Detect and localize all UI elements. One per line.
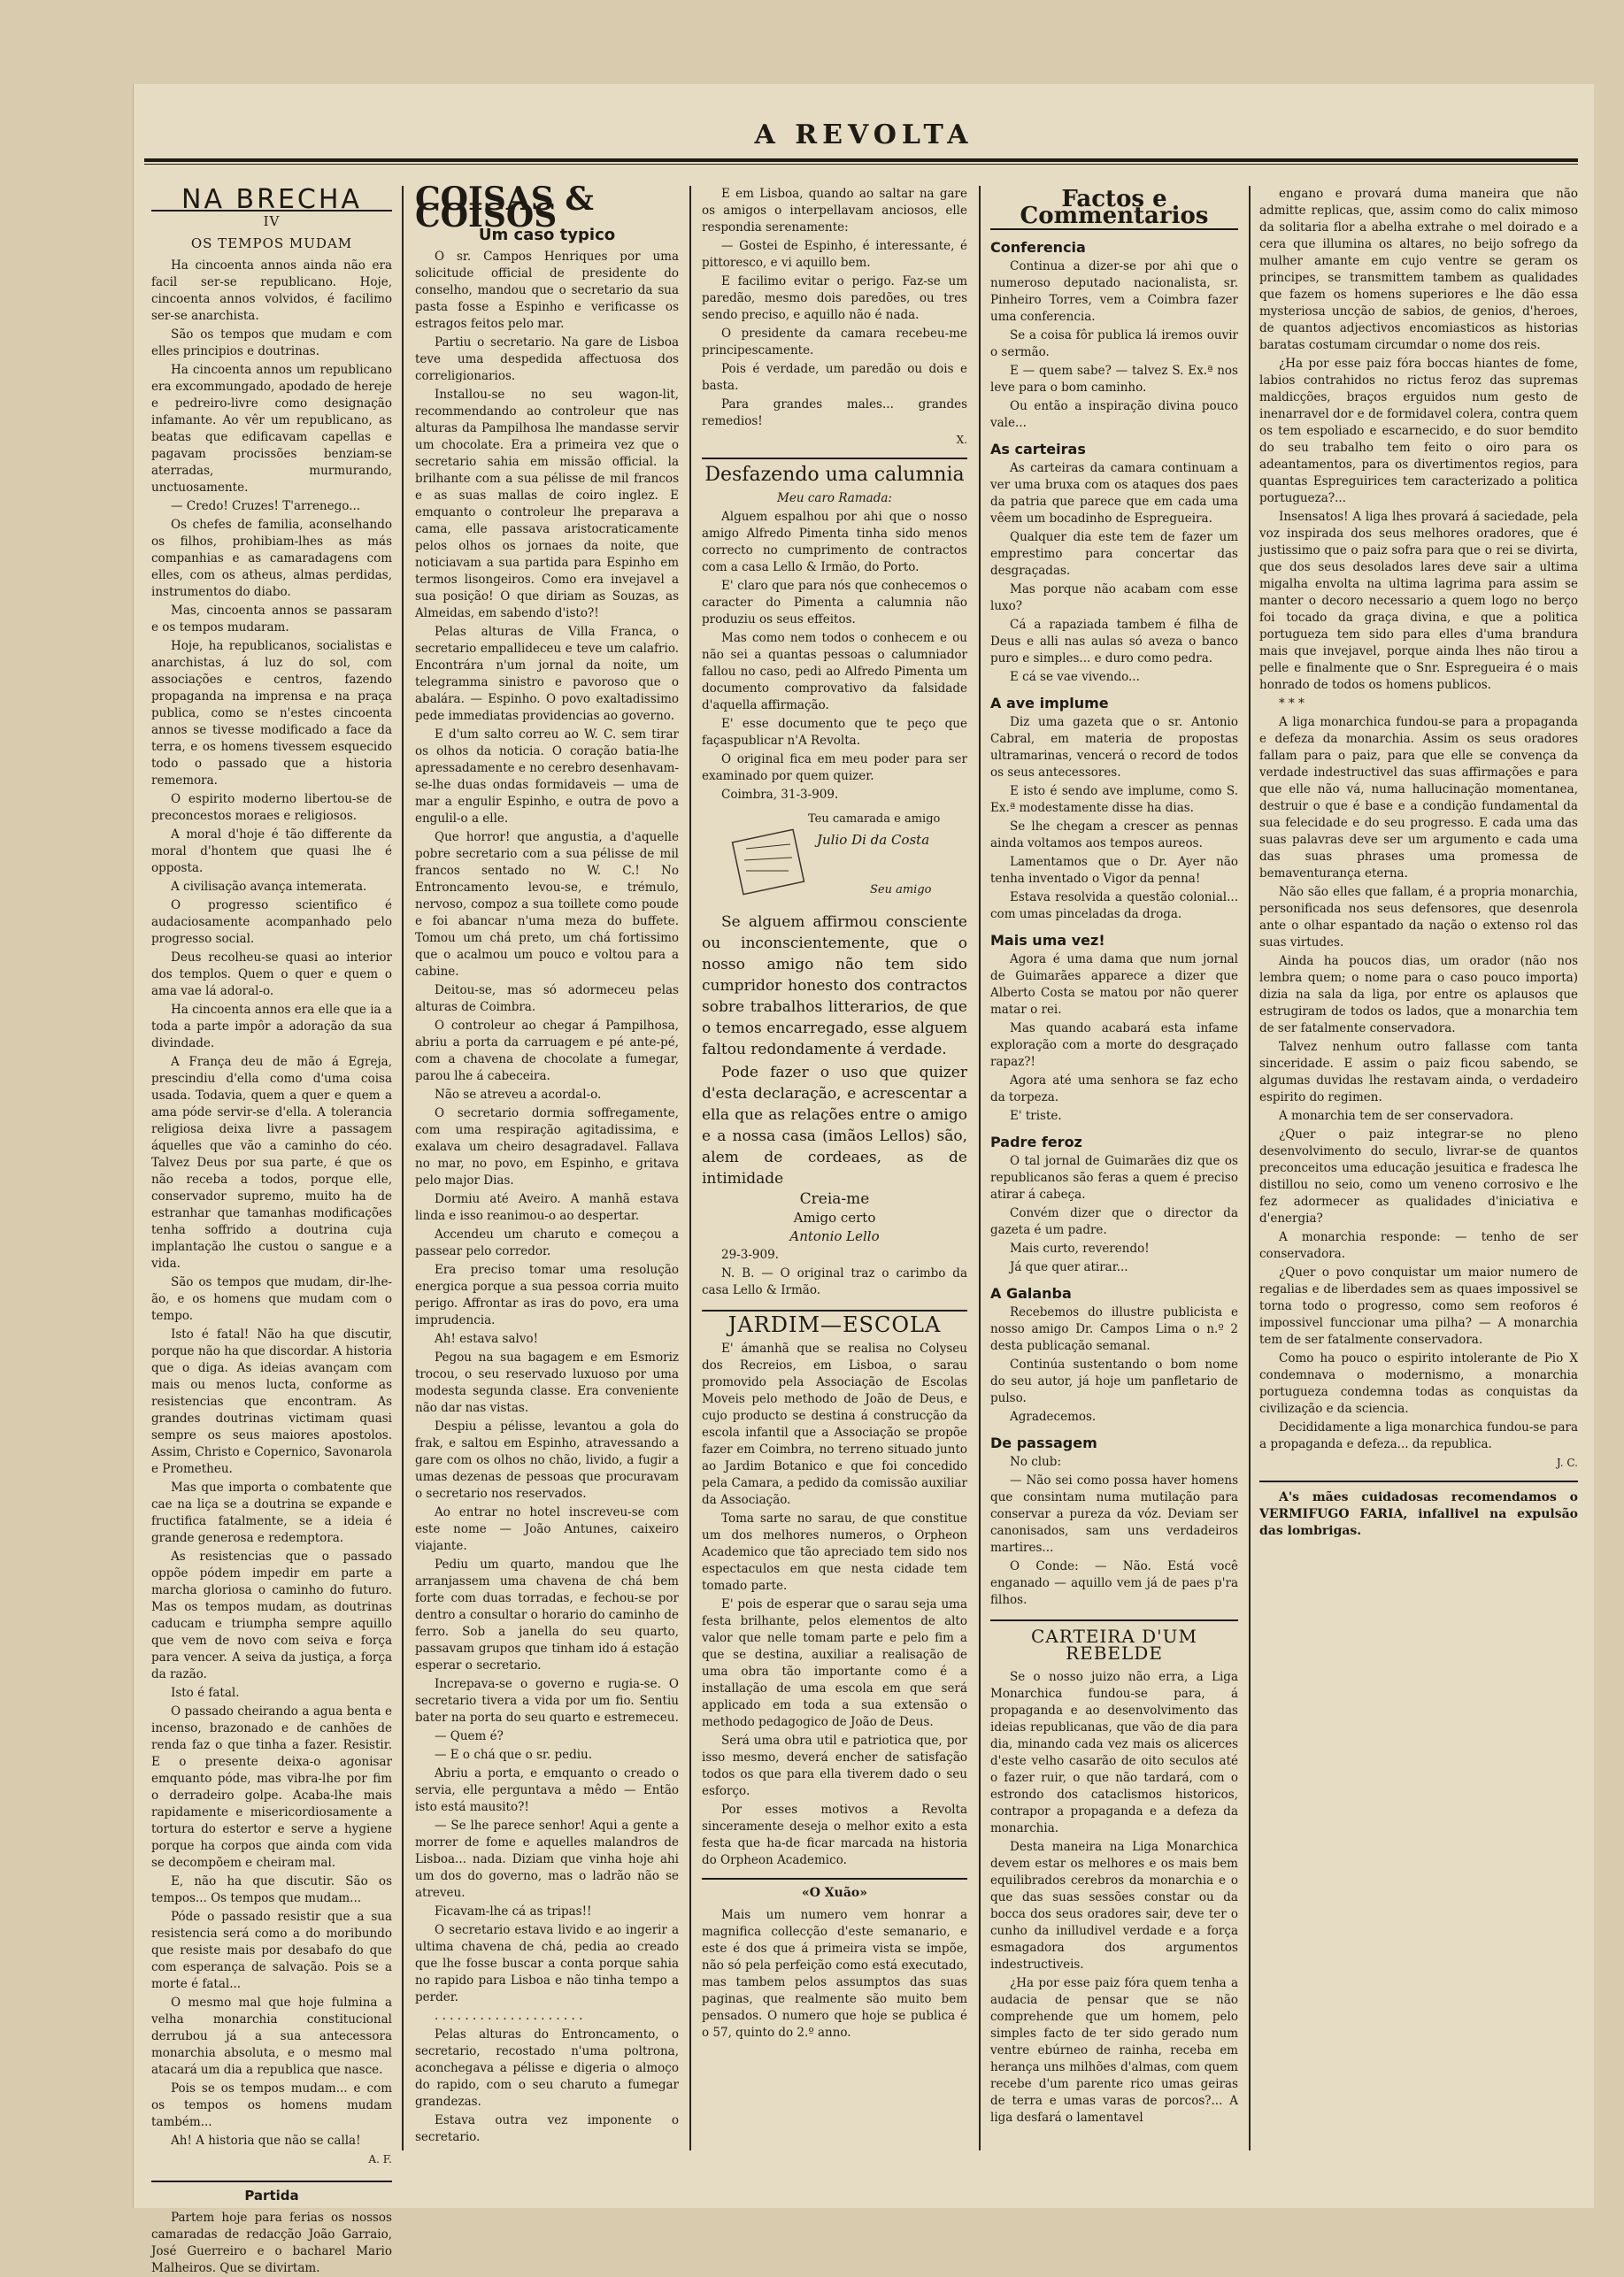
paragraph: Cá a rapaziada tambem é filha de Deus e alli nas aulas só aveza o banco puro e simples... e duro como pedra. — [990, 618, 1238, 665]
section-heading: Conferencia — [990, 239, 1086, 256]
paragraph: Pegou na sua bagagem e em Esmoriz trocou, o seu reservado luxuoso por uma modesta segunda classe. Era conveniente não dar nas vistas. — [415, 1350, 679, 1415]
paragraph: Ah! A historia que não se calla! — [171, 2134, 361, 2148]
paragraph: Agradecemos. — [1010, 1410, 1097, 1424]
paragraph: Pode fazer o uso que quizer d'esta declaração, e acrescentar a ella que as relações entre o amigo e a nossa casa (imãos Lellos) são, alem de cordeaes, as de intimidade — [702, 1064, 967, 1188]
paragraph: E isto é sendo ave implume, como S. Ex.ª modestamente disse ha dias. — [990, 784, 1238, 815]
paragraph: E d'um salto correu ao W. C. sem tirar os olhos da noticia. O coração batia-lhe apressadamente e no cerebro desenhavam-se-lhe duas ondas formidaveis — uma de mar a engulir Espinho, e outra de povo a engulil-o a elle. — [415, 727, 679, 826]
paragraph: Diz uma gazeta que o sr. Antonio Cabral, em materia de propostas ultramarinas, vencerá o record de todos os seus antecessores. — [990, 715, 1238, 780]
paragraph: No club: — [1010, 1455, 1061, 1469]
article-body-continued — [1259, 186, 1578, 1453]
paragraph: — Credo! Cruzes! T'arrenego... — [171, 499, 361, 513]
article-numeral: IV — [263, 213, 281, 229]
paragraph: Pediu um quarto, mandou que lhe arranjassem uma chavena de chá bem forte com duas torradas, e fechou-se por dentro a consultar o horario do caminho de ferro. Sob a janella do seu quarto, passavam grupos que tinham ido á estação esperar o secretario. — [415, 1558, 679, 1673]
paragraph: — E o chá que o sr. pediu. — [435, 1748, 593, 1762]
paragraph: Mais curto, reverendo! — [1010, 1242, 1150, 1256]
article-subtitle: Um caso typico — [478, 226, 616, 244]
paragraph: — Gostei de Espinho, é interessante, é pittoresco, e vi aquillo bem. — [702, 239, 967, 270]
paragraph: O original fica em meu poder para ser examinado por quem quizer. — [702, 752, 967, 783]
declaration-note: N. B. — O original traz o carimbo da casa Lello & Irmão. — [702, 1266, 967, 1297]
paragraph: Ou então a inspiração divina pouco vale... — [990, 399, 1238, 430]
article-signature: X. — [956, 434, 967, 446]
paragraph: Ainda ha poucos dias, um orador (não nos lembra quem; o nome para o caso pouco importa) dizia na sala da liga, por entre os aplausos que estrugiram de todos os lados, que a monarchia tem de ser fatalmente conservadora. — [1259, 954, 1578, 1035]
article-body — [151, 258, 392, 2150]
paragraph: Era preciso tomar uma resolução energica porque a sua pessoa corria muito perigo. Affrontar as iras do povo, era uma imprudencia. — [415, 1263, 679, 1327]
paragraph: A França deu de mão á Egreja, prescindiu d'ella como d'uma coisa usada. Todavia, quem a quer e quem a ama póde servir-se d'ella. A tolerancia religiosa deixa livre a passagem áquelles que vão a caminho do céo. Talvez Deus por sua parte, é que os não receba a todos, porque elle, conservador supremo, muito ha de estranhar que tamanhas modificações tenha soffrido a doutrina cuja implantação lhe custou o sangue e a vida. — [151, 1055, 392, 1271]
section-heading: De passagem — [990, 1435, 1097, 1451]
column-carteira-continued — [1259, 186, 1578, 2150]
paragraph: Como ha pouco o espirito intolerante de Pio X condemnava o modernismo, a monarchia portugueza condemna todas as conquistas da civilização e da sciencia. — [1259, 1351, 1578, 1416]
paragraph: Se a coisa fôr publica lá iremos ouvir o sermão. — [990, 328, 1238, 359]
article-signature: A. F. — [368, 2153, 392, 2165]
paragraph: O secretario estava livido e ao ingerir a ultima chavena de chá, pedia ao creado que lhe fosse buscar a conta porque sahia no rapido para Lisboa e não tinha tempo a perder. — [415, 1923, 679, 2004]
article-title-calumnia: Desfazendo uma calumnia — [702, 458, 967, 483]
paragraph: Pois é verdade, um paredão ou dois e basta. — [702, 362, 967, 393]
paragraph: ¿Ha por esse paiz fóra boccas hiantes de fome, labios contrahidos no rictus feroz das supremas maldicções, braços erguidos num gesto de inenarravel dor e de formidavel colera, contra quem os tem espoliado e escarnecido, e do suor bemdito do seu trabalho tem feito o oiro para os adeantamentos, para os divertimentos regios, para quantas Espreguirices tem caracterizado a politica portugueza?... — [1259, 357, 1578, 505]
masthead: A REVOLTA — [754, 119, 974, 150]
paragraph: Mas que importa o combatente que cae na liça se a doutrina se expande e fructifica fatalmente, se a ideia é grande generosa e redemptora. — [151, 1481, 392, 1545]
paragraph: Deus recolheu-se quasi ao interior dos templos. Quem o quer e quem o ama vae lá adoral-o. — [151, 950, 392, 998]
paragraph: A liga monarchica fundou-se para a propaganda e defeza da monarchia. Assim os seus oradores fallam para o paiz, para que elle se convença da verdade indestructivel das suas affirmações e para que elle não vá, numa hallucinação momentanea, destruir o que é base e a condição fundamental da sua felecidade e do seu progresso. E cada uma das suas palavras deve ser um argumento e cada uma das suas phrases uma promessa de bemaventurança eterna. — [1259, 715, 1578, 881]
article-signature: J. C. — [1556, 1457, 1578, 1469]
news-sections — [990, 239, 1238, 1609]
closing-amigo: Amigo certo — [793, 1210, 876, 1226]
paragraph: Ha cincoenta annos um republicano era excommungado, apodado de hereje e pedreiro-livre como designação infamante. Ao vêr um republicano, as beatas que edificavam capellas e pagavam procissões benziam-se aterradas, murmurando, unctuosamente. — [151, 363, 392, 495]
paragraph: Ha cincoenta annos era elle que ia a toda a parte impôr a adoração da sua divindade. — [151, 1003, 392, 1050]
paragraph: Ao entrar no hotel inscreveu-se com este nome — João Antunes, caixeiro viajante. — [415, 1505, 679, 1553]
paragraph: O presidente da camara recebeu-me principescamente. — [702, 327, 967, 358]
column-separator — [689, 186, 691, 2150]
paragraph: Pelas alturas do Entroncamento, o secretario, recostado n'uma poltrona, aconchegava a pélisse e digeria o almoço do rapido, com o seu charuto a fumegar grandezas. — [415, 2027, 679, 2109]
paragraph: Não são elles que fallam, é a propria monarchia, personificada nos seus defensores, que desenrola ante o olhar espantado da nação o extenso rol das suas virtudes. — [1259, 885, 1578, 950]
paragraph: Agora é uma dama que num jornal de Guimarães apparece a dizer que Alberto Costa se matou por não querer matar o rei. — [990, 952, 1238, 1017]
letter-facsimile — [720, 809, 950, 906]
article-body — [990, 1669, 1238, 2127]
paragraph: As resistencias que o passado oppõe pódem impedir em parte a marcha gloriosa o caminho do futuro. Mas os tempos mudam, as doutrinas caducam e triumpha sempre aquillo que vem de novo com seiva e força para vencer. A seiva da justiça, a força da razão. — [151, 1550, 392, 1681]
paragraph: As carteiras da camara continuam a ver uma bruxa com os ataques dos paes da patria que parece que em cada uma vêem um bocadinho de Espregueira. — [990, 461, 1238, 526]
declaration-date: 29-3-909. — [721, 1248, 779, 1262]
closing-signature: Antonio Lello — [789, 1228, 880, 1244]
paragraph: Continua a dizer-se por ahi que o numeroso deputado nacionalista, sr. Pinheiro Torres, vem a Coimbra fazer uma conferencia. — [990, 259, 1238, 324]
paragraph: E cá se vae vivendo... — [1010, 670, 1140, 684]
paragraph: Hoje, ha republicanos, socialistas e anarchistas, á luz do sol, com associações e centros, fazendo propaganda na imprensa e na praça publica, como se n'estes cincoenta annos se tivesse modificado a face da terra, e os homens tivessem esquecido todo o passado que a historia rememora. — [151, 639, 392, 788]
paragraph: O sr. Campos Henriques por uma solicitude official de presidente do conselho, mandou que o secretario da sua pasta fosse a Espinho e verificasse os estragos feitos pelo mar. — [415, 250, 679, 331]
column-na-brecha — [151, 184, 392, 2275]
paragraph: Coimbra, 31-3-909. — [721, 788, 839, 802]
paragraph: Mas como nem todos o conhecem e ou não sei a quantas pessoas o calumniador fallou no caso, pedi ao Alfredo Pimenta um documento comprovativo da falsidade d'aquella affirmação. — [702, 631, 967, 712]
paragraph: A monarchia responde: — tenho de ser conservadora. — [1259, 1230, 1578, 1261]
paragraph: Abriu a porta, e emquanto o creado o servia, elle perguntava a mêdo — Então isto está mausito?! — [415, 1766, 679, 1814]
paragraph: Agora até uma senhora se faz echo da torpeza. — [990, 1073, 1238, 1104]
paragraph: Increpava-se o governo e rugia-se. O secretario tivera a vida por um fio. Sentiu bater na porta do seu quarto e estremeceu. — [415, 1677, 679, 1725]
section-heading: A Galanba — [990, 1285, 1072, 1302]
paragraph: Para grandes males... grandes remedios! — [702, 397, 967, 428]
letter-line: Seu amigo — [870, 883, 932, 896]
column-separator — [1249, 186, 1251, 2150]
section-heading: A ave implume — [990, 695, 1109, 712]
paragraph: Talvez nenhum outro fallasse com tanta sinceridade. E assim o paiz ficou sabendo, se algumas duvidas lhe restavam ainda, o verdadeiro espirito do regimen. — [1259, 1040, 1578, 1104]
paragraph: Dormiu até Aveiro. A manhã estava linda e isso reanimou-o ao despertar. — [415, 1192, 679, 1223]
paragraph: Insensatos! A liga lhes provará á saciedade, pela voz inspirada dos seus melhores oradores, que é justissimo que o paiz sofra para que o rei se divirta, que dos seus desolados lares deve sair a ultima migalha envolta na ultima lagrima para assim se manter o decoro necessario a quem logo no berço foi tocado da graça divina, e que a politica portugueza tem sido para elles d'uma brandura mais que invejavel, porque ainda lhes não tirou a pelle e finalmente que o Snr. Espregueira é o mais honrado de todos os homens publicos. — [1259, 510, 1578, 692]
paragraph: Isto é fatal! Não ha que discutir, porque não ha que discordar. A historia que o diga. As ideias avançam com mais ou menos lucta, conforme as resistencias que encontram. As grandes doutrinas victimam quasi sempre os seus maiores apostolos. Assim, Christo e Copernico, Savonarola e Prometheu. — [151, 1327, 392, 1476]
newspaper-page — [133, 84, 1594, 2275]
paragraph: São os tempos que mudam, dir-lhe-ão, e os homens que mudam com o tempo. — [151, 1275, 392, 1323]
paragraph: Toma sarte no sarau, de que constitue um dos melhores numeros, o Orpheon Academico que tão apreciado tem sido nos espectaculos em que nesta cidade tem tomado parte. — [702, 1512, 967, 1593]
paragraph: E, não ha que discutir. São os tempos... Os tempos que mudam... — [151, 1874, 392, 1905]
letter-body — [702, 509, 967, 804]
paragraph: Accendeu um charuto e começou a passear pelo corredor. — [415, 1227, 679, 1258]
paragraph: E — quem sabe? — talvez S. Ex.ª nos leve para o bom caminho. — [990, 364, 1238, 395]
paragraph: O tal jornal de Guimarães diz que os republicanos são feras a quem é preciso atirar á cabeça. — [990, 1154, 1238, 1202]
paragraph: O controleur ao chegar á Pampilhosa, abriu a porta da carruagem e pé ante-pé, com a chavena de chocolate a fumegar, parou lhe á cabeceira. — [415, 1019, 679, 1083]
paragraph: Despiu a pélisse, levantou a gola do frak, e saltou em Espinho, atravessando a gare com os olhos no chão, livido, a fugir a umas dezenas de pessoas que procuravam o secretario nos reservados. — [415, 1419, 679, 1501]
paragraph: E' esse documento que te peço que façaspublicar n'A Revolta. — [702, 717, 967, 748]
letter-salutation: Meu caro Ramada: — [777, 491, 892, 505]
paragraph: Ha cincoenta annos ainda não era facil ser-se republicano. Hoje, cincoenta annos volvidos, é facilimo ser-se anarchista. — [151, 258, 392, 323]
paragraph: E' ámanhã que se realisa no Colyseu dos Recreios, em Lisboa, o sarau promovido pela Associação de Escolas Moveis pelo methodo de João de Deus, e cujo producto se destina á construcção da escola infantil que a Associação se propõe fazer em Coimbra, no terreno situado junto ao Jardim Botanico e que foi concedido pela Camara, a pedido da comissão auxiliar da Associação. — [702, 1342, 967, 1507]
paragraph: ¿Ha por esse paiz fóra quem tenha a audacia de pensar que se não comprehende que um homem, pelo simples facto de ter sido gerado num ventre ebúrneo de rainha, receba em herança uns milhões d'almas, com quem recebe d'um parente rico umas geiras de terra e umas varas de porcos?... A liga desfará o lamentavel — [990, 1976, 1238, 2125]
column-middle — [702, 186, 967, 2150]
paragraph: Decididamente a liga monarchica fundou-se para a propaganda e defeza... da republica. — [1259, 1420, 1578, 1451]
paragraph: Mas quando acabará esta infame exploração com a morte do desgraçado rapaz?! — [990, 1021, 1238, 1069]
paragraph: Convém dizer que o director da gazeta é um padre. — [990, 1206, 1238, 1237]
paragraph: Isto é fatal. — [171, 1686, 240, 1700]
paragraph: Se alguem affirmou consciente ou inconscientemente, que o nosso amigo não tem sido cumpridor honesto dos contractos sobre trabalhos litterarios, de que o temos encarregado, esse alguem faltou redondamente á verdade. — [702, 913, 967, 1058]
paragraph: Estava outra vez imponente o secretario. — [415, 2113, 679, 2144]
section-title-partida: Partida — [151, 2181, 392, 2204]
partida-text: Partem hoje para ferias os nossos camaradas de redacção João Garraio, José Guerreiro e o bacharel Mario Malheiros. Que se divirtam. — [151, 2211, 392, 2275]
paragraph: Será uma obra util e patriotica que, por isso mesmo, deverá encher de satisfação todos os que para ella tiverem dado o seu esforço. — [702, 1734, 967, 1798]
lello-declaration — [702, 912, 967, 1189]
section-heading: As carteiras — [990, 441, 1086, 458]
paragraph: engano e provará duma maneira que não admitte replicas, que, assim como do calix mimoso da solitaria flor a abelha extrahe o mel doirado e a cera que illumina os altares, no beijo sofrego da mulher amante em cujo ventre se geram os principes, se transmittem tambem as qualidades que fazem os homens superiores e lhe dão essa mysteriosa uncção de sabios, de genios, d'heroes, de quantos adjectivos encomiasticos as historias baratas costumam circumdar o nome dos reis. — [1259, 187, 1578, 352]
column-separator — [979, 186, 981, 2150]
letter-line: Teu camarada e amigo — [808, 812, 941, 826]
paragraph: Mas porque não acabam com esse luxo? — [990, 582, 1238, 613]
article-title-jardim-escola: JARDIM—ESCOLA — [702, 1310, 967, 1334]
article-title-xuao: «O Xuão» — [702, 1878, 967, 1902]
paragraph: A monarchia tem de ser conservadora. — [1279, 1109, 1514, 1123]
paragraph: Estava resolvida a questão colonial... com umas pinceladas da droga. — [990, 890, 1238, 921]
paragraph: O passado cheirando a agua benta e incenso, brazonado e de canhões de renda faz o que tinha a fazer. Resistir. E o presente deixa-o agonisar emquanto póde, mas vibra-lhe por fim o derradeiro golpe. Acaba-lhe mais rapidamente e misericordiosamente a tortura do estertor e serve a hygiene porque ha corpos que ainda com vida se decompõem e cheiram mal. — [151, 1704, 392, 1870]
paragraph: A civilisação avança intemerata. — [171, 880, 367, 894]
article-body-continued — [702, 186, 967, 430]
paragraph: Installou-se no seu wagon-lit, recommendando ao controleur que nas alturas da Pampilhosa lhe mandasse servir um chocolate. Era a primeira vez que o secretario sahia em missão official. la brilhante com a sua pélisse de mil francos e as suas mallas de coiro inglez. E emquanto o controleur lhe preparava a cama, elle passava aristocraticamente pelos olhos os jornaes da noite, que noticiavam a sua partida para Espinho em termos lisongeiros. Como era invejavel a sua posição! O que diriam as Souzas, as Almeidas, em sabendo d'isto?! — [415, 388, 679, 620]
paragraph: — Quem é? — [435, 1729, 504, 1743]
paragraph: ¿Quer o paiz integrar-se no pleno desenvolvimento do seculo, livrar-se de quantos preconceitos uma educação jesuitica e fradesca lhe distillou no seio, como um veneno corrosivo e lhe fez adormecer as qualidades d'iniciativa e d'energia? — [1259, 1127, 1578, 1226]
paragraph: Qualquer dia este tem de fazer um emprestimo para concertar das desgraçadas. — [990, 530, 1238, 578]
paragraph: Pois se os tempos mudam... e com os tempos os homens mudam também... — [151, 2081, 392, 2129]
masthead-rule-thin — [144, 164, 1578, 165]
column-coisas-e-coisos — [415, 181, 679, 2150]
paragraph: Partiu o secretario. Na gare de Lisboa teve uma despedida affectuosa dos correligionarios. — [415, 335, 679, 383]
paragraph: E em Lisboa, quando ao saltar na gare os amigos o interpellavam anciosos, elle respondia serenamente: — [702, 187, 967, 235]
paragraph: O Conde: — Não. Está você enganado — aquillo vem já de paes p'ra filhos. — [990, 1559, 1238, 1607]
paragraph: Não se atreveu a acordal-o. — [435, 1088, 602, 1102]
article-body — [702, 1341, 967, 1869]
section-heading: Mais uma vez! — [990, 932, 1105, 949]
article-title-factos: Factos e Commentarios — [990, 191, 1238, 230]
paragraph: ¿Quer o povo conquistar um maior numero de regalias e de liberdades sem as quaes impossivel se torna todo o progresso, como sem reoforos é impossivel funccionar uma pilha? — A monarchia tem de ser fatalmente conservadora. — [1259, 1265, 1578, 1347]
paragraph: Continúa sustentando o bom nome do seu autor, já hoje um panfletario de pulso. — [990, 1358, 1238, 1405]
paragraph: O secretario dormia soffregamente, com uma respiração agitadissima, e exalava um cheiro desagradavel. Fallava no mar, no povo, em Espinho, e gritava pelo major Dias. — [415, 1106, 679, 1188]
paragraph: . . . . . . . . . . . . . . . . . . . . — [435, 2009, 583, 2023]
paragraph: Lamentamos que o Dr. Ayer não tenha inventado o Vigor da penna! — [990, 855, 1238, 886]
paragraph: Deitou-se, mas só adormeceu pelas alturas de Coimbra. — [415, 983, 679, 1014]
masthead-rule — [144, 158, 1578, 162]
article-body — [415, 249, 679, 2146]
closing-creia: Creia-me — [799, 1190, 870, 1208]
paragraph: Ficavam-lhe cá as tripas!! — [435, 1904, 592, 1919]
xuao-text: Mais um numero vem honrar a magnifica collecção d'este semanario, e este é dos que á primeira vista se impõe, não só pela perfeição como está executado, mas tambem pelos assumptos das suas paginas, que realmente são muito bem pensados. O numero que hoje se publica é o 57, quinto do 2.º anno. — [702, 1908, 967, 2040]
paragraph: Que horror! que angustia, a d'aquelle pobre secretario com a sua pélisse de mil francos sentado no W. C.! No Entroncamento levou-se, e trémulo, nervoso, compoz a sua toillete como poude e foi abancar n'uma meza do buffete. Tomou um chá preto, um chá fortissimo que o acalmou um pouco e voltou para a cabine. — [415, 830, 679, 979]
article-title-coisas-e-coisos: COISAS & COISOS — [415, 181, 594, 235]
paragraph: Pelas alturas de Villa Franca, o secretario empallideceu e teve um calafrio. Encontrára n'um jornal da noite, um telegramma sinistro e pavoroso que o abalára. — Espinho. O povo exaltadissimo pede immediatas providencias ao governo. — [415, 625, 679, 723]
column-factos — [990, 186, 1238, 2150]
paragraph: * * * — [1279, 696, 1305, 711]
paragraph: — Se lhe parece senhor! Aqui a gente a morrer de fome e aquelles malandros de Lisboa... nada. Diziam que vinha hoje ahi um dos do governo, mas o ladrão não se atreveu. — [415, 1819, 679, 1900]
paragraph: Desta maneira na Liga Monarchica devem estar os melhores e os mais bem equilibrados cerebros da monarchia e o que das suas sessões constar ou da bocca dos seus oradores sair, deve ter o cunho da inilludivel verdade e a força esmagadora dos argumentos indestructiveis. — [990, 1840, 1238, 1972]
paragraph: E' triste. — [1010, 1109, 1062, 1123]
paragraph: Por esses motivos a Revolta sinceramente deseja o melhor exito a esta festa que ha-de ficar marcada na historia do Orpheon Academico. — [702, 1803, 967, 1867]
paragraph: E facilimo evitar o perigo. Faz-se um paredão, mesmo dois paredões, ou tres sendo preciso, e aquillo não é nada. — [702, 274, 967, 322]
paragraph: O espirito moderno libertou-se de preconcestos moraes e religiosos. — [151, 792, 392, 823]
article-title-na-brecha: NA BRECHA — [151, 191, 392, 212]
paragraph: O progresso scientifico é audaciosamente acompanhado pelo progresso social. — [151, 898, 392, 946]
paragraph: São os tempos que mudam e com elles principios e doutrinas. — [151, 327, 392, 358]
paragraph: Se lhe chegam a crescer as pennas ainda voltamos aos tempos aureos. — [990, 819, 1238, 850]
paragraph: Se o nosso juizo não erra, a Liga Monarchica fundou-se para, á propaganda e ao desenvolvimento das ideias republicanas, que vão de dia para dia, minando cada vez mais os alicerces d'este velho casarão de oito seculos até o fazer ruir, o que não tardará, com o estrondo dos cataclismos historicos, contrapor a propaganda e a defeza da monarchia. — [990, 1670, 1238, 1835]
paragraph: E' pois de esperar que o sarau seja uma festa brilhante, pelos elementos de alto valor que nelle tomam parte e pelo fim a que se destina, auxiliar a realisação de uma obra tão importante como é a installação de uma escola em que será applicado em toda a sua extensão o methodo pedagogico de João de Deus. — [702, 1597, 967, 1729]
paragraph: Alguem espalhou por ahi que o nosso amigo Alfredo Pimenta tinha sido menos correcto no cumprimento de contractos com a casa Lello & Irmão, do Porto. — [702, 510, 967, 574]
paragraph: O mesmo mal que hoje fulmina a velha monarchia constitucional derrubou já a sua antecessora monarchia absoluta, e o mesmo mal atacará um dia a republica que nasce. — [151, 1996, 392, 2077]
paragraph: Já que quer atirar... — [1010, 1260, 1128, 1274]
article-subtitle: OS TEMPOS MUDAM — [190, 235, 353, 251]
paragraph: Recebemos do illustre publicista e nosso amigo Dr. Campos Lima o n.º 2 desta publicação semanal. — [990, 1305, 1238, 1353]
advertisement-vermifugo: A's mães cuidadosas recomendamos o VERMIFUGO FARIA, infallivel na expulsão das lombrigas. — [1259, 1481, 1578, 1540]
paragraph: A moral d'hoje é tão differente da moral d'hontem que quasi lhe é opposta. — [151, 827, 392, 875]
section-heading: Padre feroz — [990, 1134, 1082, 1150]
paragraph: Póde o passado resistir que a sua resistencia será como a do moribundo que resiste mais por desabafo do que com esperança de salvação. Pois se a morte é fatal... — [151, 1910, 392, 1991]
article-title-carteira: CARTEIRA D'UM REBELDE — [990, 1619, 1238, 1662]
paragraph: Os chefes de familia, aconselhando os filhos, prohibiam-lhes as más companhias e as camaradagens com elles, com os atheus, almas perdidas, instrumentos do diabo. — [151, 518, 392, 599]
letter-line: Julio Di da Costa — [817, 832, 930, 848]
paragraph: — Não sei como possa haver homens que consintam numa mutilação para conservar a pureza da vóz. Deviam ser canonisados, sam uns verdadeiros martires... — [990, 1473, 1238, 1555]
paragraph: Ah! estava salvo! — [435, 1332, 538, 1346]
paragraph: Mas, cincoenta annos se passaram e os tempos mudaram. — [151, 604, 392, 635]
paragraph: E' claro que para nós que conhecemos o caracter do Pimenta a calumnia não produziu os seus effeitos. — [702, 579, 967, 627]
column-separator — [402, 186, 404, 2150]
